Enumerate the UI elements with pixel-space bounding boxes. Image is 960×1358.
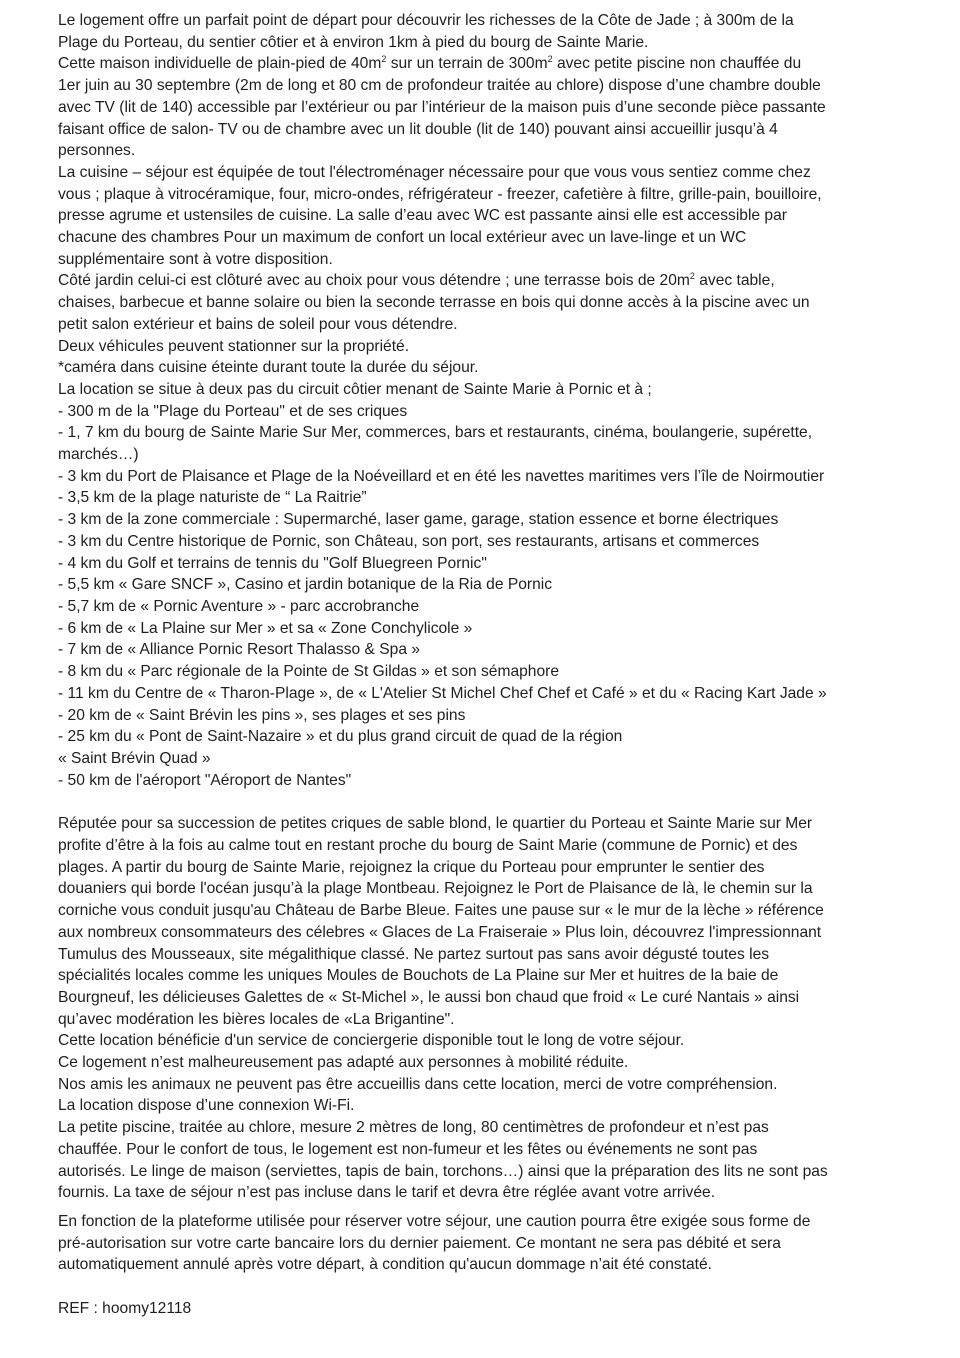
text-line: profite d’être à la fois au calme tout en restant proche du bourg de Saint Marie (commune de Pornic) et des (58, 837, 798, 855)
deposit-paragraph (58, 1211, 920, 1276)
list-item: - 300 m de la "Plage du Porteau" et de ses criques (58, 402, 408, 420)
text-line: 1er juin au 30 septembre (2m de long et 80 cm de profondeur traitée au chlore) dispose d’une chambre double (58, 77, 821, 95)
text-line: Cette location bénéficie d'un service de conciergerie disponible tout le long de votre séjour. (58, 1032, 685, 1050)
list-item: - 5,5 km « Gare SNCF », Casino et jardin botanique de la Ria de Pornic (58, 576, 553, 594)
area-paragraph (58, 813, 920, 1204)
list-item: - 3 km de la zone commerciale : Supermarché, laser game, garage, station essence et borne électriques (58, 511, 779, 529)
list-item: - 3 km du Port de Plaisance et Plage de la Noéveillard et en été les navettes maritimes vers l’île de Noirmoutier (58, 467, 825, 485)
superscript: 2 (381, 54, 387, 65)
text-line: pré-autorisation sur votre carte bancaire lors du dernier paiement. Ce montant ne sera pas débité et sera (58, 1234, 781, 1252)
text-line: spécialités locales comme les uniques Moules de Bouchots de La Plaine sur Mer et huitres de la baie de (58, 967, 779, 985)
text-line: Plage du Porteau, du sentier côtier et à environ 1km à pied du bourg de Sainte Marie. (58, 33, 649, 51)
text-line: corniche vous conduit jusqu'au Château de Barbe Bleue. Faites une pause sur « le mur de la lèche » référence (58, 902, 824, 920)
text-line: qu’avec modération les bières locales de «La Brigantine". (58, 1010, 455, 1028)
list-item: - 1, 7 km du bourg de Sainte Marie Sur Mer, commerces, bars et restaurants, cinéma, boulangerie, supérette, (58, 424, 813, 442)
text-line: personnes. (58, 142, 136, 160)
list-item: - 11 km du Centre de « Tharon-Plage », de « L'Atelier St Michel Chef Chef et Café » et du « Racing Kart Jade » (58, 684, 827, 702)
text-line: douaniers qui borde l'océan jusqu’à la plage Montbeau. Rejoignez le Port de Plaisance de là, le chemin sur la (58, 880, 813, 898)
text-line: petit salon extérieur et bains de soleil pour vous détendre. (58, 315, 458, 333)
text-line: chauffée. Pour le confort de tous, le logement est non-fumeur et les fêtes ou événements ne sont pas (58, 1140, 758, 1158)
list-item: - 5,7 km de « Pornic Aventure » - parc accrobranche (58, 597, 420, 615)
text-line: La cuisine – séjour est équipée de tout l'électroménager nécessaire pour que vous vous sentiez comme chez (58, 163, 811, 181)
text-line: En fonction de la plateforme utilisée pour réserver votre séjour, une caution pourra être exigée sous forme de (58, 1212, 811, 1230)
spacer (58, 791, 920, 813)
kitchen-paragraph (58, 162, 920, 271)
text-line: Tumulus des Mousseaux, site mégalithique classé. Ne partez surtout pas sans avoir dégusté toutes les (58, 945, 770, 963)
list-item: marchés…) (58, 446, 139, 464)
text-segment: Cette maison individuelle de plain-pied de 40m (58, 55, 382, 73)
text-line: Ce logement n’est malheureusement pas adapté aux personnes à mobilité réduite. (58, 1054, 629, 1072)
list-item: - 25 km du « Pont de Saint-Nazaire » et du plus grand circuit de quad de la région (58, 728, 623, 746)
text-line (58, 270, 920, 292)
list-item: - 4 km du Golf et terrains de tennis du "Golf Bluegreen Pornic" (58, 554, 487, 572)
text-line: automatiquement annulé après votre départ, à condition qu'aucun dommage n’ait été constaté. (58, 1256, 713, 1274)
text-line: La location dispose d’une connexion Wi-Fi. (58, 1097, 355, 1115)
text-line: Deux véhicules peuvent stationner sur la propriété. (58, 337, 410, 355)
text-line: avec TV (lit de 140) accessible par l’extérieur ou par l’intérieur de la maison puis d’une seconde pièce passante (58, 98, 826, 116)
text-line: aux nombreux consommateurs des célebres « Glaces de La Fraiseraie » Plus loin, découvrez l'impressionnant (58, 923, 822, 941)
list-item: - 7 km de « Alliance Pornic Resort Thalasso & Spa » (58, 641, 421, 659)
text-line: vous ; plaque à vitrocéramique, four, micro-ondes, réfrigérateur - freezer, cafetière à filtre, grille-pain, bouilloire, (58, 185, 822, 203)
text-line: supplémentaire sont à votre disposition. (58, 250, 333, 268)
house-paragraph (58, 53, 920, 162)
intro-paragraph (58, 10, 920, 53)
text-line: La location se situe à deux pas du circuit côtier menant de Sainte Marie à Pornic et à ; (58, 380, 652, 398)
text-line: La petite piscine, traitée au chlore, mesure 2 mètres de long, 80 centimètres de profondeur et n’est pas (58, 1119, 769, 1137)
superscript: 2 (547, 54, 553, 65)
text-line: *caméra dans cuisine éteinte durant toute la durée du séjour. (58, 359, 479, 377)
spacer (58, 1276, 920, 1298)
text-segment: Côté jardin celui-ci est clôturé avec au choix pour vous détendre ; une terrasse bois de 20m (58, 272, 690, 290)
text-line: plages. A partir du bourg de Sainte Marie, rejoignez la crique du Porteau pour emprunter le sentier des (58, 858, 765, 876)
list-item: - 3 km du Centre historique de Pornic, son Château, son port, ses restaurants, artisans et commerces (58, 532, 760, 550)
text-line: Nos amis les animaux ne peuvent pas être accueillis dans cette location, merci de votre compréhension. (58, 1075, 778, 1093)
list-item: « Saint Brévin Quad » (58, 749, 211, 767)
spacer (58, 1204, 920, 1211)
text-line: Réputée pour sa succession de petites criques de sable blond, le quartier du Porteau et Sainte Marie sur Mer (58, 815, 813, 833)
text-line: Bourgneuf, les délicieuses Galettes de « St-Michel », le aussi bon chaud que froid « Le curé Nantais » ainsi (58, 988, 800, 1006)
list-item: - 20 km de « Saint Brévin les pins », ses plages et ses pins (58, 706, 466, 724)
list-item: - 8 km du « Parc régionale de la Pointe de St Gildas » et son sémaphore (58, 663, 560, 681)
reference-code: REF : hoomy12118 (58, 1300, 192, 1318)
superscript: 2 (689, 271, 695, 282)
text-line: presse agrume et ustensiles de cuisine. La salle d’eau avec WC est passante ainsi elle est accessible par (58, 207, 787, 225)
text-line: fournis. La taxe de séjour n’est pas incluse dans le tarif et devra être réglée avant votre arrivée. (58, 1184, 716, 1202)
text-segment: avec table, (694, 272, 775, 290)
garden-paragraph (58, 270, 920, 400)
text-line: Le logement offre un parfait point de départ pour découvrir les richesses de la Côte de Jade ; à 300m de la (58, 12, 794, 29)
text-segment: avec petite piscine non chauffée du (552, 55, 802, 73)
text-line (58, 53, 920, 75)
text-line: chacune des chambres Pour un maximum de confort un local extérieur avec un lave-linge et un WC (58, 229, 747, 247)
list-item: - 3,5 km de la plage naturiste de “ La Raitrie” (58, 489, 367, 507)
text-line: autorisés. Le linge de maison (serviettes, tapis de bain, torchons…) ainsi que la préparation des lits ne sont pas (58, 1162, 828, 1180)
list-item: - 6 km de « La Plaine sur Mer » et sa « Zone Conchylicole » (58, 619, 473, 637)
text-line: faisant office de salon- TV ou de chambre avec un lit double (lit de 140) pouvant ainsi accueillir jusqu’à 4 (58, 120, 778, 138)
distances-list (58, 401, 920, 792)
list-item: - 50 km de l'aéroport "Aéroport de Nantes" (58, 771, 352, 789)
text-line: chaises, barbecue et banne solaire ou bien la seconde terrasse en bois qui donne accès à la piscine avec un (58, 294, 810, 312)
text-segment: sur un terrain de 300m (386, 55, 548, 73)
